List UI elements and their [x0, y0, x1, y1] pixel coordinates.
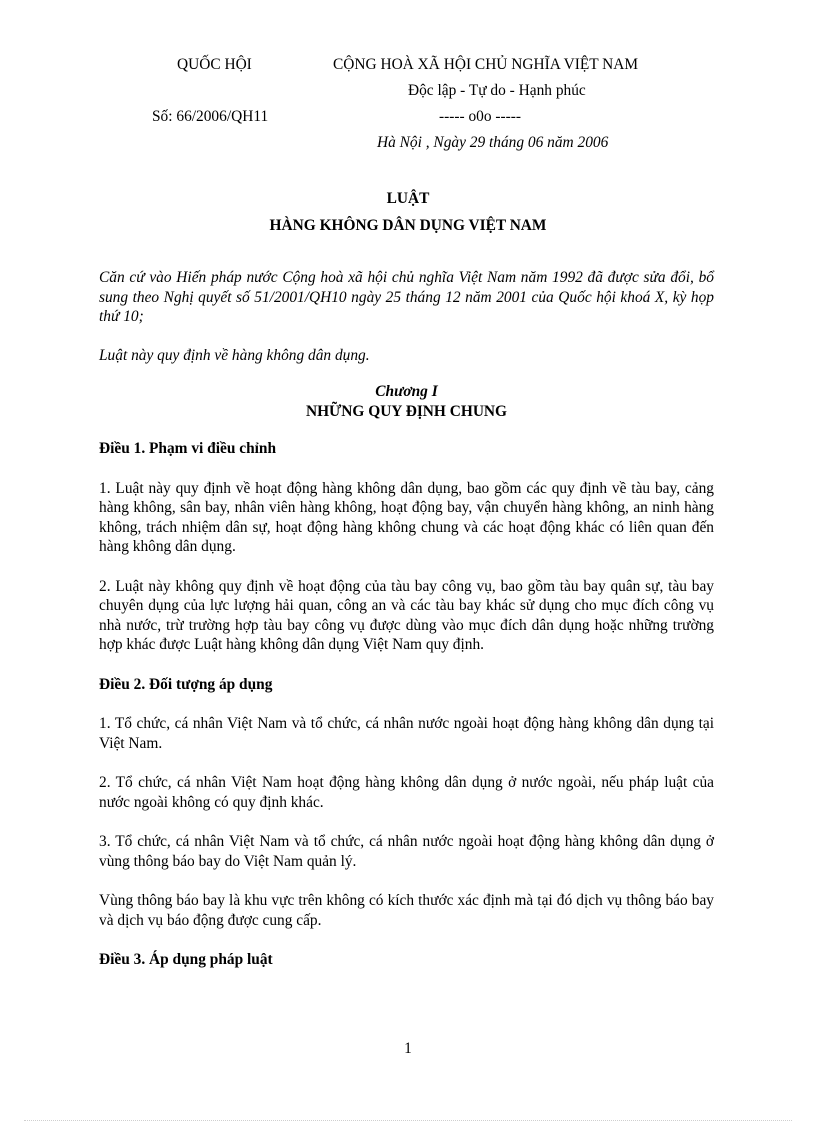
- article-2-paragraph-2: 2. Tổ chức, cá nhân Việt Nam hoạt động hàng không dân dụng ở nước ngoài, nếu pháp luật của nước ngoài không có quy định khác.: [99, 774, 714, 811]
- chapter-title: NHỮNG QUY ĐỊNH CHUNG: [305, 402, 508, 420]
- article-1-paragraph-2: 2. Luật này không quy định về hoạt động của tàu bay công vụ, bao gồm tàu bay quân sự, tàu bay chuyên dụng của lực lượng hải quan, công an và các tàu bay khác sử dụng cho mục đích công vụ nhà nước, trừ trường hợp tàu bay công vụ được dùng vào mục đích dân dụng hoặc những trường hợp khác được Luật hàng không dân dụng Việt Nam quy định.: [99, 577, 714, 653]
- article-2-heading: Điều 2. Đối tượng áp dụng: [99, 675, 273, 693]
- header-separator: ----- o0o -----: [439, 108, 522, 125]
- document-type: LUẬT: [386, 190, 430, 207]
- issuing-organization: QUỐC HỘI: [177, 56, 252, 73]
- chapter-label: Chương I: [375, 383, 438, 400]
- document-number: Số: 66/2006/QH11: [152, 108, 269, 125]
- document-body: [99, 268, 714, 990]
- page-number: 1: [404, 1040, 412, 1057]
- article-2-paragraph-1: 1. Tổ chức, cá nhân Việt Nam và tổ chức, cá nhân nước ngoài hoạt động hàng không dân dụng tại Việt Nam.: [99, 715, 714, 752]
- state-name: CỘNG HOÀ XÃ HỘI CHỦ NGHĨA VIỆT NAM: [333, 56, 639, 73]
- national-motto: Độc lập - Tự do - Hạnh phúc: [408, 82, 586, 99]
- article-3-heading: Điều 3. Áp dụng pháp luật: [99, 951, 273, 968]
- article-1-heading: Điều 1. Phạm vi điều chỉnh: [99, 440, 277, 457]
- article-2-paragraph-4: Vùng thông báo bay là khu vực trên không có kích thước xác định mà tại đó dịch vụ thông báo bay và dịch vụ báo động được cung cấp.: [99, 892, 714, 929]
- document-title: HÀNG KHÔNG DÂN DỤNG VIỆT NAM: [269, 217, 547, 234]
- article-2-paragraph-3: 3. Tổ chức, cá nhân Việt Nam và tổ chức, cá nhân nước ngoài hoạt động hàng không dân dụng ở vùng thông báo bay do Việt Nam quản lý.: [99, 833, 714, 870]
- page-bottom-rule: [24, 1120, 792, 1121]
- preamble: Căn cứ vào Hiến pháp nước Cộng hoà xã hội chủ nghĩa Việt Nam năm 1992 đã được sửa đổi, bổ sung theo Nghị quyết số 51/2001/QH10 ngày 25 tháng 12 năm 2001 của Quốc hội khoá X, kỳ họp thứ 10;: [99, 269, 714, 325]
- place-and-date: Hà Nội , Ngày 29 tháng 06 năm 2006: [377, 134, 609, 151]
- scope-statement: Luật này quy định về hàng không dân dụng.: [99, 346, 370, 364]
- article-1-paragraph-1: 1. Luật này quy định về hoạt động hàng không dân dụng, bao gồm các quy định về tàu bay, cảng hàng không, sân bay, nhân viên hàng không, hoạt động bay, vận chuyển hàng không, an ninh hàng không, trách nhiệm dân sự, hoạt động hàng không chung và các hoạt động khác có liên quan đến hàng không dân dụng.: [99, 479, 714, 555]
